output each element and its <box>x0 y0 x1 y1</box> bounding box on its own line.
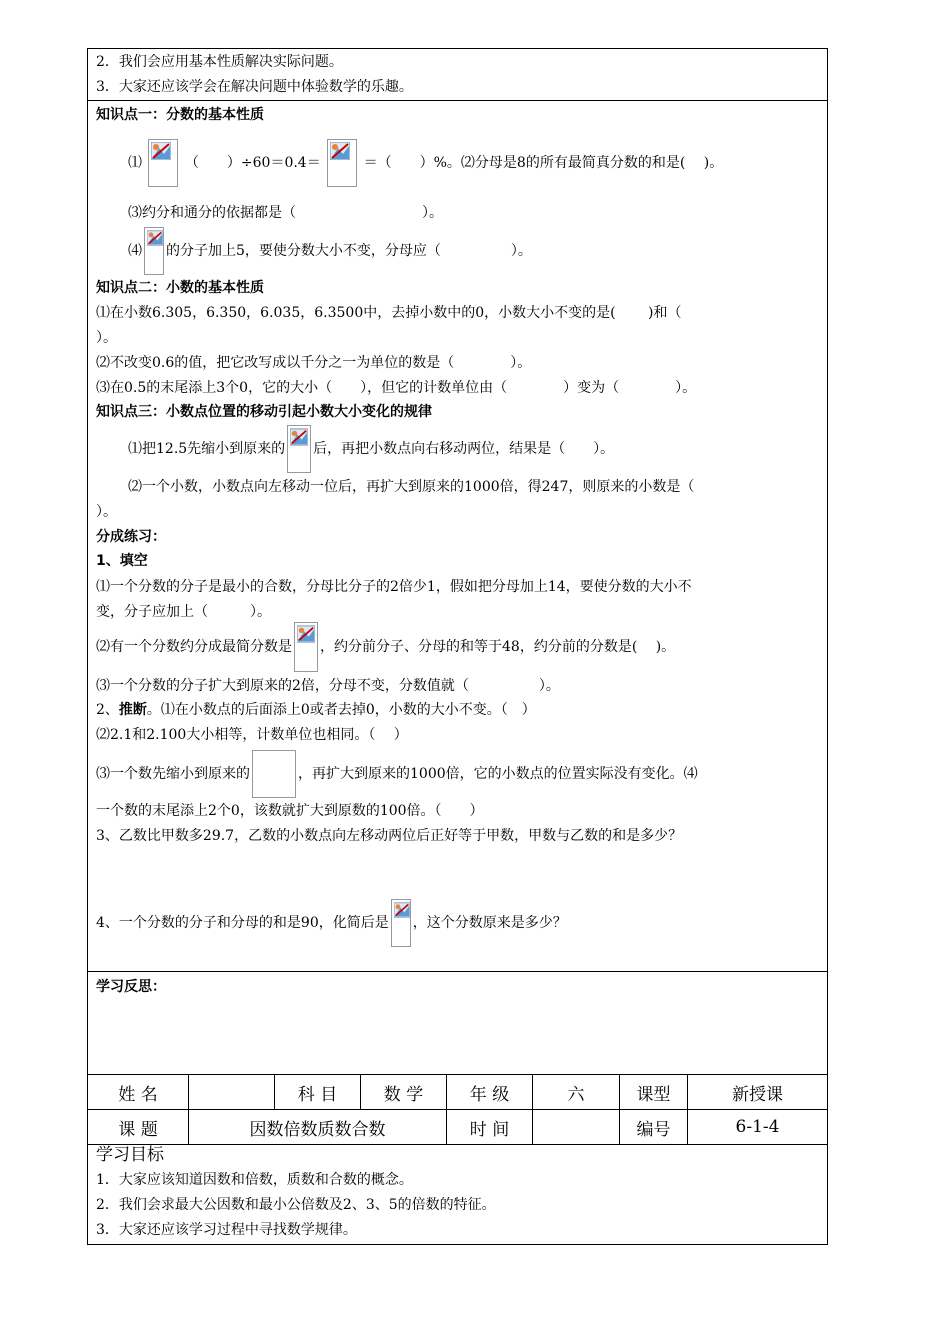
fraction-image-icon <box>252 750 296 798</box>
reflection-heading: 学习反思： <box>96 979 166 995</box>
time-label: 时 间 <box>447 1110 533 1145</box>
fraction-image-icon <box>148 139 178 187</box>
kp2-q3: ⑶在0.5的末尾添上3个0，它的大小（ ），但它的计数单位由（ ）变为（ ）。 <box>96 380 697 396</box>
time-value <box>533 1110 620 1145</box>
practice-s2-q3 <box>96 748 698 800</box>
top-section <box>87 48 828 101</box>
grade-value: 六 <box>533 1075 620 1110</box>
kp1-q1-part-b: ＝（ ）%。⑵分母是8的所有最简真分数的和是( )。 <box>363 155 724 171</box>
goal-line-3: 3．大家还应该学习过程中寻找数学规律。 <box>96 1222 357 1238</box>
name-value <box>189 1075 275 1110</box>
lesson-type-value: 新授课 <box>688 1075 828 1110</box>
lesson-type-label: 课型 <box>620 1075 688 1110</box>
subject-value: 数 学 <box>361 1075 447 1110</box>
practice-section-1-title: 1、填空 <box>96 553 148 569</box>
reflection-section <box>87 971 828 1075</box>
practice-s4-part-b: ，这个分数原来是多少？ <box>412 915 567 931</box>
kp2-q1a: ⑴在小数6.305，6.350，6.035，6.3500中，去掉小数中的0，小数大小不变的是( )和（ <box>96 305 682 321</box>
subject-label: 科 目 <box>275 1075 361 1110</box>
kp1-q1-prefix: ⑴ <box>128 155 142 171</box>
number-label: 编号 <box>620 1110 688 1145</box>
practice-s1-q3: ⑶一个分数的分子扩大到原来的2倍，分母不变，分数值就（ ）。 <box>96 678 560 694</box>
kp1-q3: ⑶约分和通分的依据都是（ ）。 <box>128 205 443 221</box>
name-label: 姓 名 <box>88 1075 189 1110</box>
practice-s2-title: 推断 <box>118 702 147 718</box>
practice-s2-q2: ⑵2.1和2.100大小相等，计数单位也相同。（ ） <box>96 727 408 743</box>
practice-s3: 3、乙数比甲数多29.7，乙数的小数点向左移动两位后正好等于甲数，甲数与乙数的和是多少？ <box>96 828 683 844</box>
topic-label: 课 题 <box>88 1110 189 1145</box>
kp3-q2b: ）。 <box>96 504 117 520</box>
practice-s4 <box>96 897 567 949</box>
kp1-q4 <box>128 225 532 277</box>
grade-label: 年 级 <box>447 1075 533 1110</box>
kp1-q1 <box>128 137 723 189</box>
practice-s1-q2 <box>96 621 675 673</box>
lesson-info-table <box>87 1074 828 1145</box>
kp1-q1-part-a: （ ）÷60＝0.4＝ <box>184 155 321 171</box>
goal-line-2: 2．我们会求最大公因数和最小公倍数及2、3、5的倍数的特征。 <box>96 1197 496 1213</box>
practice-s4-part-a: 4、一个分数的分子和分母的和是90，化简后是 <box>96 915 389 931</box>
kp3-q1 <box>128 423 614 475</box>
practice-s1-q2-part-b: ，约分前分子、分母的和等于48，约分前的分数是( )。 <box>320 639 676 655</box>
kp1-q4-text: 的分子加上5，要使分数大小不变，分母应（ ）。 <box>166 243 532 259</box>
practice-s1-q1a: ⑴一个分数的分子是最小的合数，分母比分子的2倍少1，假如把分母加上14，要使分数的大小不 <box>96 579 692 595</box>
fraction-image-icon <box>144 227 164 275</box>
practice-s2-number: 2、 <box>96 702 119 718</box>
practice-heading: 分成练习： <box>96 529 166 545</box>
top-line-3: 3．大家还应该学会在解决问题中体验数学的乐趣。 <box>96 79 413 95</box>
table-row <box>88 1110 828 1145</box>
number-value: 6-1-4 <box>688 1110 828 1145</box>
kp3-heading: 知识点三：小数点位置的移动引起小数大小变化的规律 <box>96 404 432 420</box>
table-row <box>88 1075 828 1110</box>
kp3-q1-part-b: 后，再把小数点向右移动两位，结果是（ ）。 <box>313 441 615 457</box>
practice-s2-q3-part-b: ，再扩大到原来的1000倍，它的小数点的位置实际没有变化。⑷ <box>298 766 698 782</box>
goal-line-1: 1．大家应该知道因数和倍数，质数和合数的概念。 <box>96 1172 413 1188</box>
kp3-q2a: ⑵一个小数，小数点向左移动一位后，再扩大到原来的1000倍，得247，则原来的小数是（ <box>128 479 695 495</box>
kp2-q2: ⑵不改变0.6的值，把它改写成以千分之一为单位的数是（ ）。 <box>96 355 532 371</box>
main-section <box>87 100 828 972</box>
kp2-q1b: ）。 <box>96 330 117 346</box>
practice-s1-q1b: 变，分子应加上（ ）。 <box>96 604 271 620</box>
learning-goals-section <box>87 1143 828 1245</box>
fraction-image-icon <box>327 139 357 187</box>
fraction-image-icon <box>287 425 311 473</box>
kp1-heading: 知识点一：分数的基本性质 <box>96 107 264 123</box>
fraction-image-icon <box>294 622 318 672</box>
top-line-2: 2．我们会应用基本性质解决实际问题。 <box>96 54 343 70</box>
topic-value: 因数倍数质数合数 <box>189 1110 447 1145</box>
practice-s2-q4: 一个数的末尾添上2个0，该数就扩大到原数的100倍。（ ） <box>96 803 484 819</box>
practice-s2-q3-part-a: ⑶一个数先缩小到原来的 <box>96 766 250 782</box>
kp1-q4-prefix: ⑷ <box>128 243 142 259</box>
kp3-q1-part-a: ⑴把12.5先缩小到原来的 <box>128 441 286 457</box>
goals-title: 学习目标 <box>96 1145 164 1165</box>
practice-s2-q1-text: 。⑴在小数点的后面添上0或者去掉0，小数的大小不变。（ ） <box>146 702 536 718</box>
fraction-image-icon <box>391 899 411 947</box>
practice-s1-q2-part-a: ⑵有一个分数约分成最简分数是 <box>96 639 292 655</box>
practice-s2-q1 <box>96 700 536 720</box>
kp2-heading: 知识点二：小数的基本性质 <box>96 280 264 296</box>
